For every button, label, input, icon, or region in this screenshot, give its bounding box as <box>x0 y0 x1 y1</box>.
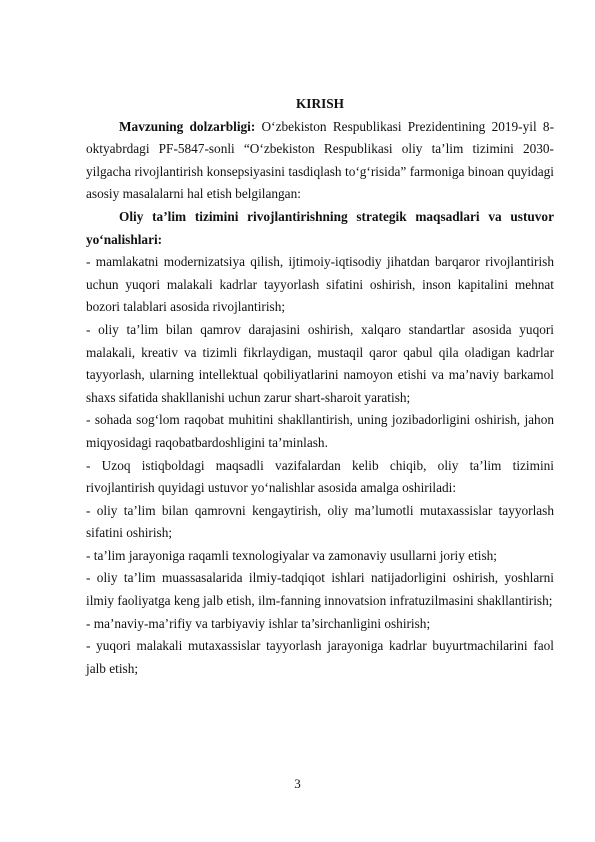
list-item-7: - oliy ta’lim muassasalarida ilmiy-tadqiqot ishlari natijadorligini oshirish, yoshlarni ilmiy faoliyatga keng jalb etish, ilm-fanning innovatsion infratuzilmasini shakllantirish; <box>86 570 554 609</box>
intro-paragraph <box>86 116 554 206</box>
page-number: 3 <box>294 776 301 791</box>
intro-text: O‘zbekiston Respublikasi Prezidentining 2019-yil 8-oktyabrdagi PF-5847-sonli “O‘zbekiston Respublikasi oliy ta’lim tizimini 2030-yilgacha rivojlantirish konsepsiyasini tasdiqlash to‘g‘risida” farmoniga binoan quyidagi asosiy masalalarni hal etish belgilangan: <box>86 118 554 202</box>
section-title: KIRISH <box>295 96 345 111</box>
document-page <box>86 93 554 680</box>
list-item-2: - oliy ta’lim bilan qamrov darajasini oshirish, xalqaro standartlar asosida yuqori malakali, kreativ va tizimli fikrlaydigan, mustaqil qaror qabul qila oladigan kadrlar tayyorlash, ularning intellektual qobiliyatlarini namoyon etishi va ma’naviy barkamol shaxs sifatida shakllanishi uchun zarur shart-sharoit yaratish; <box>86 321 554 405</box>
list-item-3: - sohada sog‘lom raqobat muhitini shakllantirish, uning jozibadorligini oshirish, jahon miqyosidagi raqobatbardoshligini ta’minlash. <box>86 412 554 450</box>
list-item-8: - ma’naviy-ma’rifiy va tarbiyaviy ishlar ta’sirchanligini oshirish; <box>86 615 431 631</box>
list-item-9: - yuqori malakali mutaxassislar tayyorlash jarayoniga kadrlar buyurtmachilarini faol jalb etish; <box>86 638 554 676</box>
strategic-heading: Oliy ta’lim tizimini rivojlantirishning strategik maqsadlari va ustuvor yo‘nalishlari: <box>86 208 554 247</box>
list-item-1: - mamlakatni modernizatsiya qilish, ijtimoiy-iqtisodiy jihatdan barqaror rivojlantirish uchun yuqori malakali kadrlar tayyorlash sifatini oshirish, inson kapitalini mehnat bozori talablari asosida rivojlantirish; <box>86 254 554 315</box>
list-item-5: - oliy ta’lim bilan qamrovni kengaytirish, oliy ma’lumotli mutaxassislar tayyorlash sifatini oshirish; <box>86 502 554 541</box>
intro-lead: Mavzuning dolzarbligi: <box>119 118 256 134</box>
list-item-6: - ta’lim jarayoniga raqamli texnologiyalar va zamonaviy usullarni joriy etish; <box>86 547 497 563</box>
list-item-4: - Uzoq istiqboldagi maqsadli vazifalardan kelib chiqib, oliy ta’lim tizimini rivojlantirish quyidagi ustuvor yo‘nalishlar asosida amalga oshiriladi: <box>86 457 554 496</box>
